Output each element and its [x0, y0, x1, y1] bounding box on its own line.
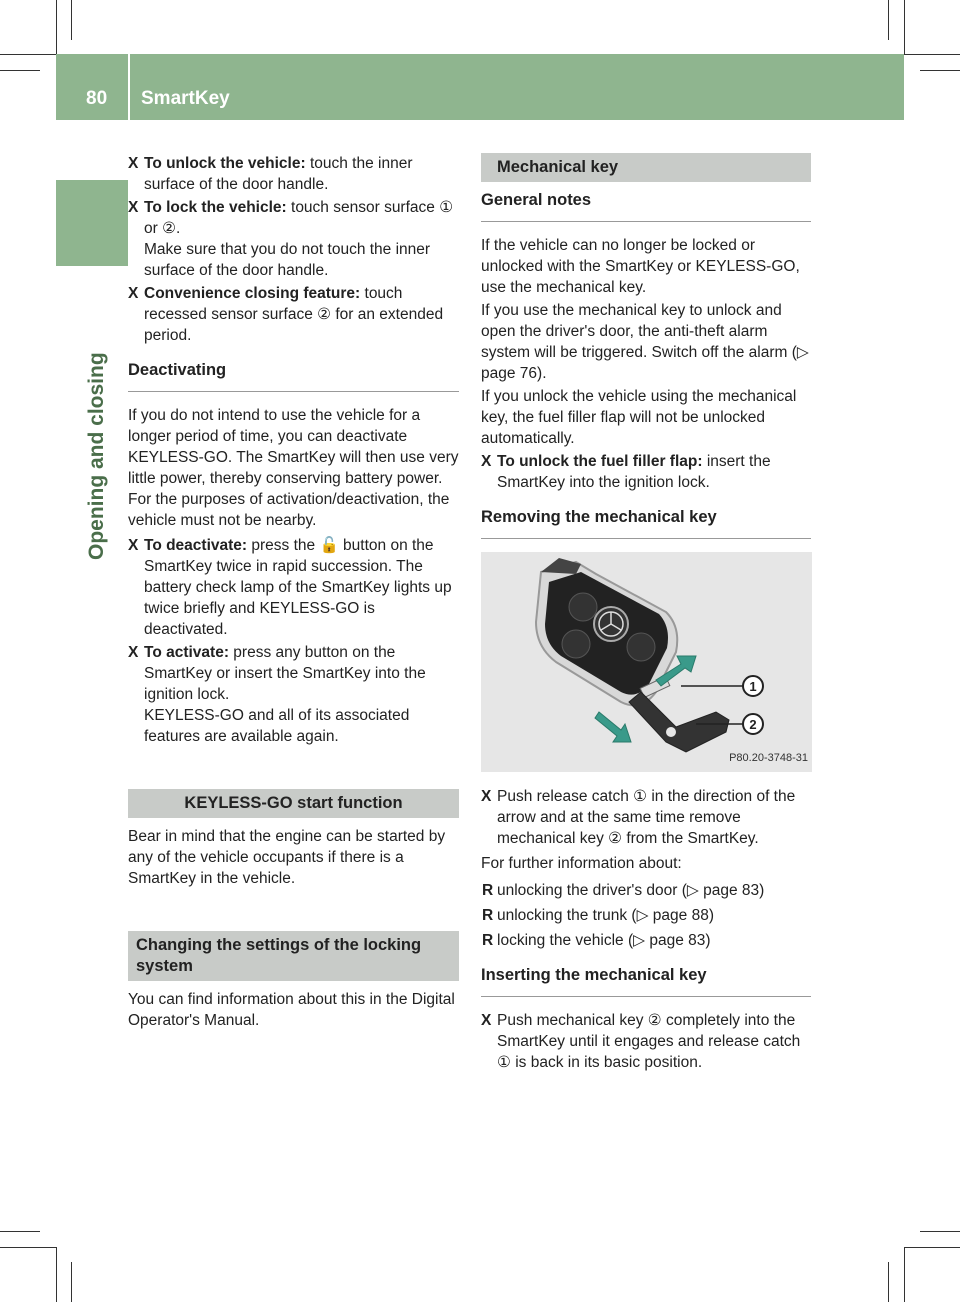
section-heading-box: Changing the settings of the locking system: [128, 931, 459, 981]
crop-mark: [0, 70, 40, 71]
crop-mark: [904, 1247, 905, 1302]
step-text: Push mechanical key ② completely into the SmartKey until it engages and release catch ① is back in its basic position.: [497, 1012, 801, 1071]
section-heading: General notes: [481, 190, 811, 222]
callout-2-label: 2: [749, 717, 757, 732]
step-arrow-icon: X: [128, 199, 139, 216]
step-insert: [481, 1010, 811, 1073]
step-fuel-flap: [481, 451, 811, 493]
paragraph: If you do not intend to use the vehicle for a longer period of time, you can deactivate KEYLESS-GO. The SmartKey will then use very little power, thereby conserving battery power. For the purposes of activation/deactivation, the vehicle must not be nearby.: [128, 407, 459, 529]
step-text: touch the inner surface of the door handle.: [144, 155, 413, 193]
step-text: insert the SmartKey into the ignition lock.: [497, 453, 771, 491]
crop-mark: [904, 54, 960, 55]
step-lock: [128, 197, 459, 281]
crop-mark: [0, 1231, 40, 1232]
paragraph: Bear in mind that the engine can be started by any of the vehicle occupants if there is a SmartKey in the vehicle.: [128, 828, 446, 887]
crop-mark: [904, 0, 905, 54]
crop-mark: [888, 0, 889, 40]
link-text[interactable]: unlocking the trunk (▷ page 88): [497, 907, 714, 924]
crop-mark: [888, 1262, 889, 1302]
step-label: Convenience closing feature:: [144, 285, 361, 302]
header-divider: [128, 54, 130, 120]
crop-mark: [56, 1247, 57, 1302]
side-tab: [56, 180, 128, 266]
crop-mark: [0, 1247, 56, 1248]
step-note: Make sure that you do not touch the inner surface of the door handle.: [144, 241, 431, 279]
section-heading: Removing the mechanical key: [481, 507, 811, 539]
crop-mark: [0, 54, 56, 55]
crop-mark: [920, 70, 960, 71]
step-text: touch sensor surface ① or ②.: [144, 199, 454, 237]
step-text: press any button on the SmartKey or insert the SmartKey into the ignition lock.: [144, 644, 426, 703]
step-arrow-icon: X: [128, 644, 139, 661]
section-label-text: Opening and closing: [85, 352, 108, 560]
crop-mark: [71, 1262, 72, 1302]
link-item[interactable]: [481, 930, 811, 951]
step-deactivate: [128, 535, 459, 640]
crop-mark: [56, 0, 57, 54]
link-item[interactable]: [481, 905, 811, 926]
crop-mark: [71, 0, 72, 40]
step-arrow-icon: X: [481, 788, 492, 805]
link-item[interactable]: [481, 880, 811, 901]
left-column: [128, 153, 459, 1033]
section-heading-box: KEYLESS-GO start function: [128, 789, 459, 818]
paragraph: If you unlock the vehicle using the mechanical key, the fuel filler flap will not be unlocked automatically.: [481, 388, 797, 447]
step-label: To lock the vehicle:: [144, 199, 287, 216]
step-label: To unlock the fuel filler flap:: [497, 453, 703, 470]
crop-mark: [920, 1231, 960, 1232]
paragraph: You can find information about this in the Digital Operator's Manual.: [128, 991, 455, 1029]
bullet-icon: R: [482, 932, 494, 949]
smartkey-illustration: [481, 552, 812, 772]
crop-mark: [904, 1247, 960, 1248]
step-label: To activate:: [144, 644, 229, 661]
step-push-release: [481, 786, 811, 849]
step-unlock: [128, 153, 459, 195]
step-text: Push release catch ① in the direction of the arrow and at the same time remove mechanical key ② from the SmartKey.: [497, 788, 796, 847]
smartkey-drawing: [481, 552, 812, 772]
header-bar: [56, 54, 904, 120]
step-text: touch recessed sensor surface ② for an extended period.: [144, 285, 444, 344]
section-heading-box: Mechanical key: [481, 153, 811, 182]
spacer: [128, 891, 459, 931]
step-label: To unlock the vehicle:: [144, 155, 306, 172]
page-title: SmartKey: [141, 88, 230, 109]
paragraph: If the vehicle can no longer be locked or unlocked with the SmartKey or KEYLESS-GO, use the mechanical key.: [481, 237, 800, 296]
step-arrow-icon: X: [128, 155, 139, 172]
step-note: KEYLESS-GO and all of its associated features are available again.: [144, 707, 410, 745]
bullet-icon: R: [482, 882, 494, 899]
step-arrow-icon: X: [128, 537, 139, 554]
step-convenience: [128, 283, 459, 346]
step-arrow-icon: X: [481, 453, 492, 470]
paragraph: If you use the mechanical key to unlock and open the driver's door, the anti-theft alarm system will be triggered. Switch off the alarm (▷ page 76).: [481, 302, 809, 382]
link-text[interactable]: locking the vehicle (▷ page 83): [497, 932, 711, 949]
step-text: press the 🔓 button on the SmartKey twice in rapid succession. The battery check lamp of the SmartKey lights up twice briefly and KEYLESS-GO is deactivated.: [144, 537, 452, 638]
section-heading: Inserting the mechanical key: [481, 965, 811, 997]
bullet-icon: R: [482, 907, 494, 924]
spacer: [128, 749, 459, 789]
callout-1-label: 1: [749, 679, 757, 694]
section-heading: Deactivating: [128, 360, 459, 392]
step-label: To deactivate:: [144, 537, 248, 554]
step-activate: [128, 642, 459, 747]
right-column: [481, 153, 811, 1075]
page-number: 80: [86, 88, 108, 109]
step-arrow-icon: X: [481, 1012, 492, 1029]
paragraph: For further information about:: [481, 855, 682, 872]
figure-id: P80.20-3748-31: [729, 752, 808, 764]
link-text[interactable]: unlocking the driver's door (▷ page 83): [497, 882, 765, 899]
step-arrow-icon: X: [128, 285, 139, 302]
